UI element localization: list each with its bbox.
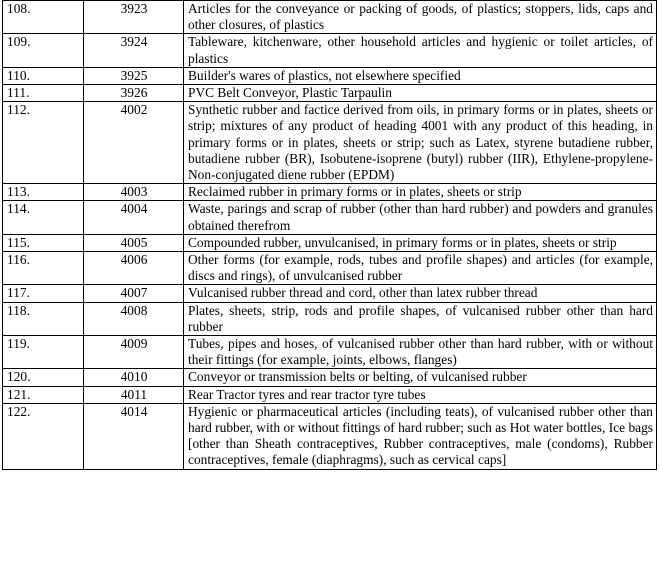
description: Conveyor or transmission belts or belting, of vulcanised rubber — [184, 369, 657, 386]
description: Builder's wares of plastics, not elsewhere specified — [184, 67, 657, 84]
table-row — [3, 302, 657, 335]
serial-number: 118. — [3, 302, 84, 335]
table-row — [3, 201, 657, 234]
table-row — [3, 234, 657, 251]
table-row — [3, 336, 657, 369]
heading-code: 3925 — [84, 67, 184, 84]
serial-number: 115. — [3, 234, 84, 251]
table-row — [3, 184, 657, 201]
serial-number: 110. — [3, 67, 84, 84]
description: Plates, sheets, strip, rods and profile shapes, of vulcanised rubber other than hard rubber — [184, 302, 657, 335]
table-row — [3, 285, 657, 302]
heading-code: 4002 — [84, 102, 184, 184]
serial-number: 113. — [3, 184, 84, 201]
heading-code: 4014 — [84, 403, 184, 469]
heading-code: 4004 — [84, 201, 184, 234]
table-row — [3, 369, 657, 386]
table-row — [3, 252, 657, 285]
table-row — [3, 85, 657, 102]
serial-number: 111. — [3, 85, 84, 102]
description: Other forms (for example, rods, tubes and profile shapes) and articles (for example, discs and rings), of unvulcanised rubber — [184, 252, 657, 285]
description: Tableware, kitchenware, other household articles and hygienic or toilet articles, of plastics — [184, 34, 657, 67]
serial-number: 117. — [3, 285, 84, 302]
tariff-table-body — [3, 1, 657, 470]
description: Compounded rubber, unvulcanised, in primary forms or in plates, sheets or strip — [184, 234, 657, 251]
heading-code: 4008 — [84, 302, 184, 335]
heading-code: 3923 — [84, 1, 184, 34]
heading-code: 4009 — [84, 336, 184, 369]
table-row — [3, 102, 657, 184]
table-row — [3, 67, 657, 84]
heading-code: 4003 — [84, 184, 184, 201]
serial-number: 109. — [3, 34, 84, 67]
heading-code: 3924 — [84, 34, 184, 67]
description: PVC Belt Conveyor, Plastic Tarpaulin — [184, 85, 657, 102]
serial-number: 120. — [3, 369, 84, 386]
heading-code: 4005 — [84, 234, 184, 251]
heading-code: 3926 — [84, 85, 184, 102]
table-row — [3, 34, 657, 67]
table-row — [3, 1, 657, 34]
heading-code: 4010 — [84, 369, 184, 386]
serial-number: 114. — [3, 201, 84, 234]
description: Hygienic or pharmaceutical articles (including teats), of vulcanised rubber other than hard rubber, with or without fittings of hard rubber; such as Hot water bottles, Ice bags [other than Sheath contraceptives, Rubber contraceptives, male (condoms), Rubber contraceptives, female (diaphragms), such as cervical caps] — [184, 403, 657, 469]
description: Vulcanised rubber thread and cord, other than latex rubber thread — [184, 285, 657, 302]
table-row — [3, 403, 657, 469]
serial-number: 116. — [3, 252, 84, 285]
description: Tubes, pipes and hoses, of vulcanised rubber other than hard rubber, with or without their fittings (for example, joints, elbows, flanges) — [184, 336, 657, 369]
description: Articles for the conveyance or packing of goods, of plastics; stoppers, lids, caps and other closures, of plastics — [184, 1, 657, 34]
table-row — [3, 386, 657, 403]
serial-number: 108. — [3, 1, 84, 34]
description: Waste, parings and scrap of rubber (other than hard rubber) and powders and granules obtained therefrom — [184, 201, 657, 234]
tariff-table — [2, 0, 657, 470]
heading-code: 4011 — [84, 386, 184, 403]
heading-code: 4006 — [84, 252, 184, 285]
serial-number: 112. — [3, 102, 84, 184]
serial-number: 122. — [3, 403, 84, 469]
description: Rear Tractor tyres and rear tractor tyre tubes — [184, 386, 657, 403]
description: Synthetic rubber and factice derived from oils, in primary forms or in plates, sheets or strip; mixtures of any product of heading 4001 with any product of this heading, in primary forms or in plates, sheets or strip; such as Latex, styrene butadiene rubber, butadiene rubber (BR), Isobutene-isoprene (butyl) rubber (IIR), Ethylene-propylene-Non-conjugated diene rubber (EPDM) — [184, 102, 657, 184]
description: Reclaimed rubber in primary forms or in plates, sheets or strip — [184, 184, 657, 201]
heading-code: 4007 — [84, 285, 184, 302]
serial-number: 121. — [3, 386, 84, 403]
serial-number: 119. — [3, 336, 84, 369]
